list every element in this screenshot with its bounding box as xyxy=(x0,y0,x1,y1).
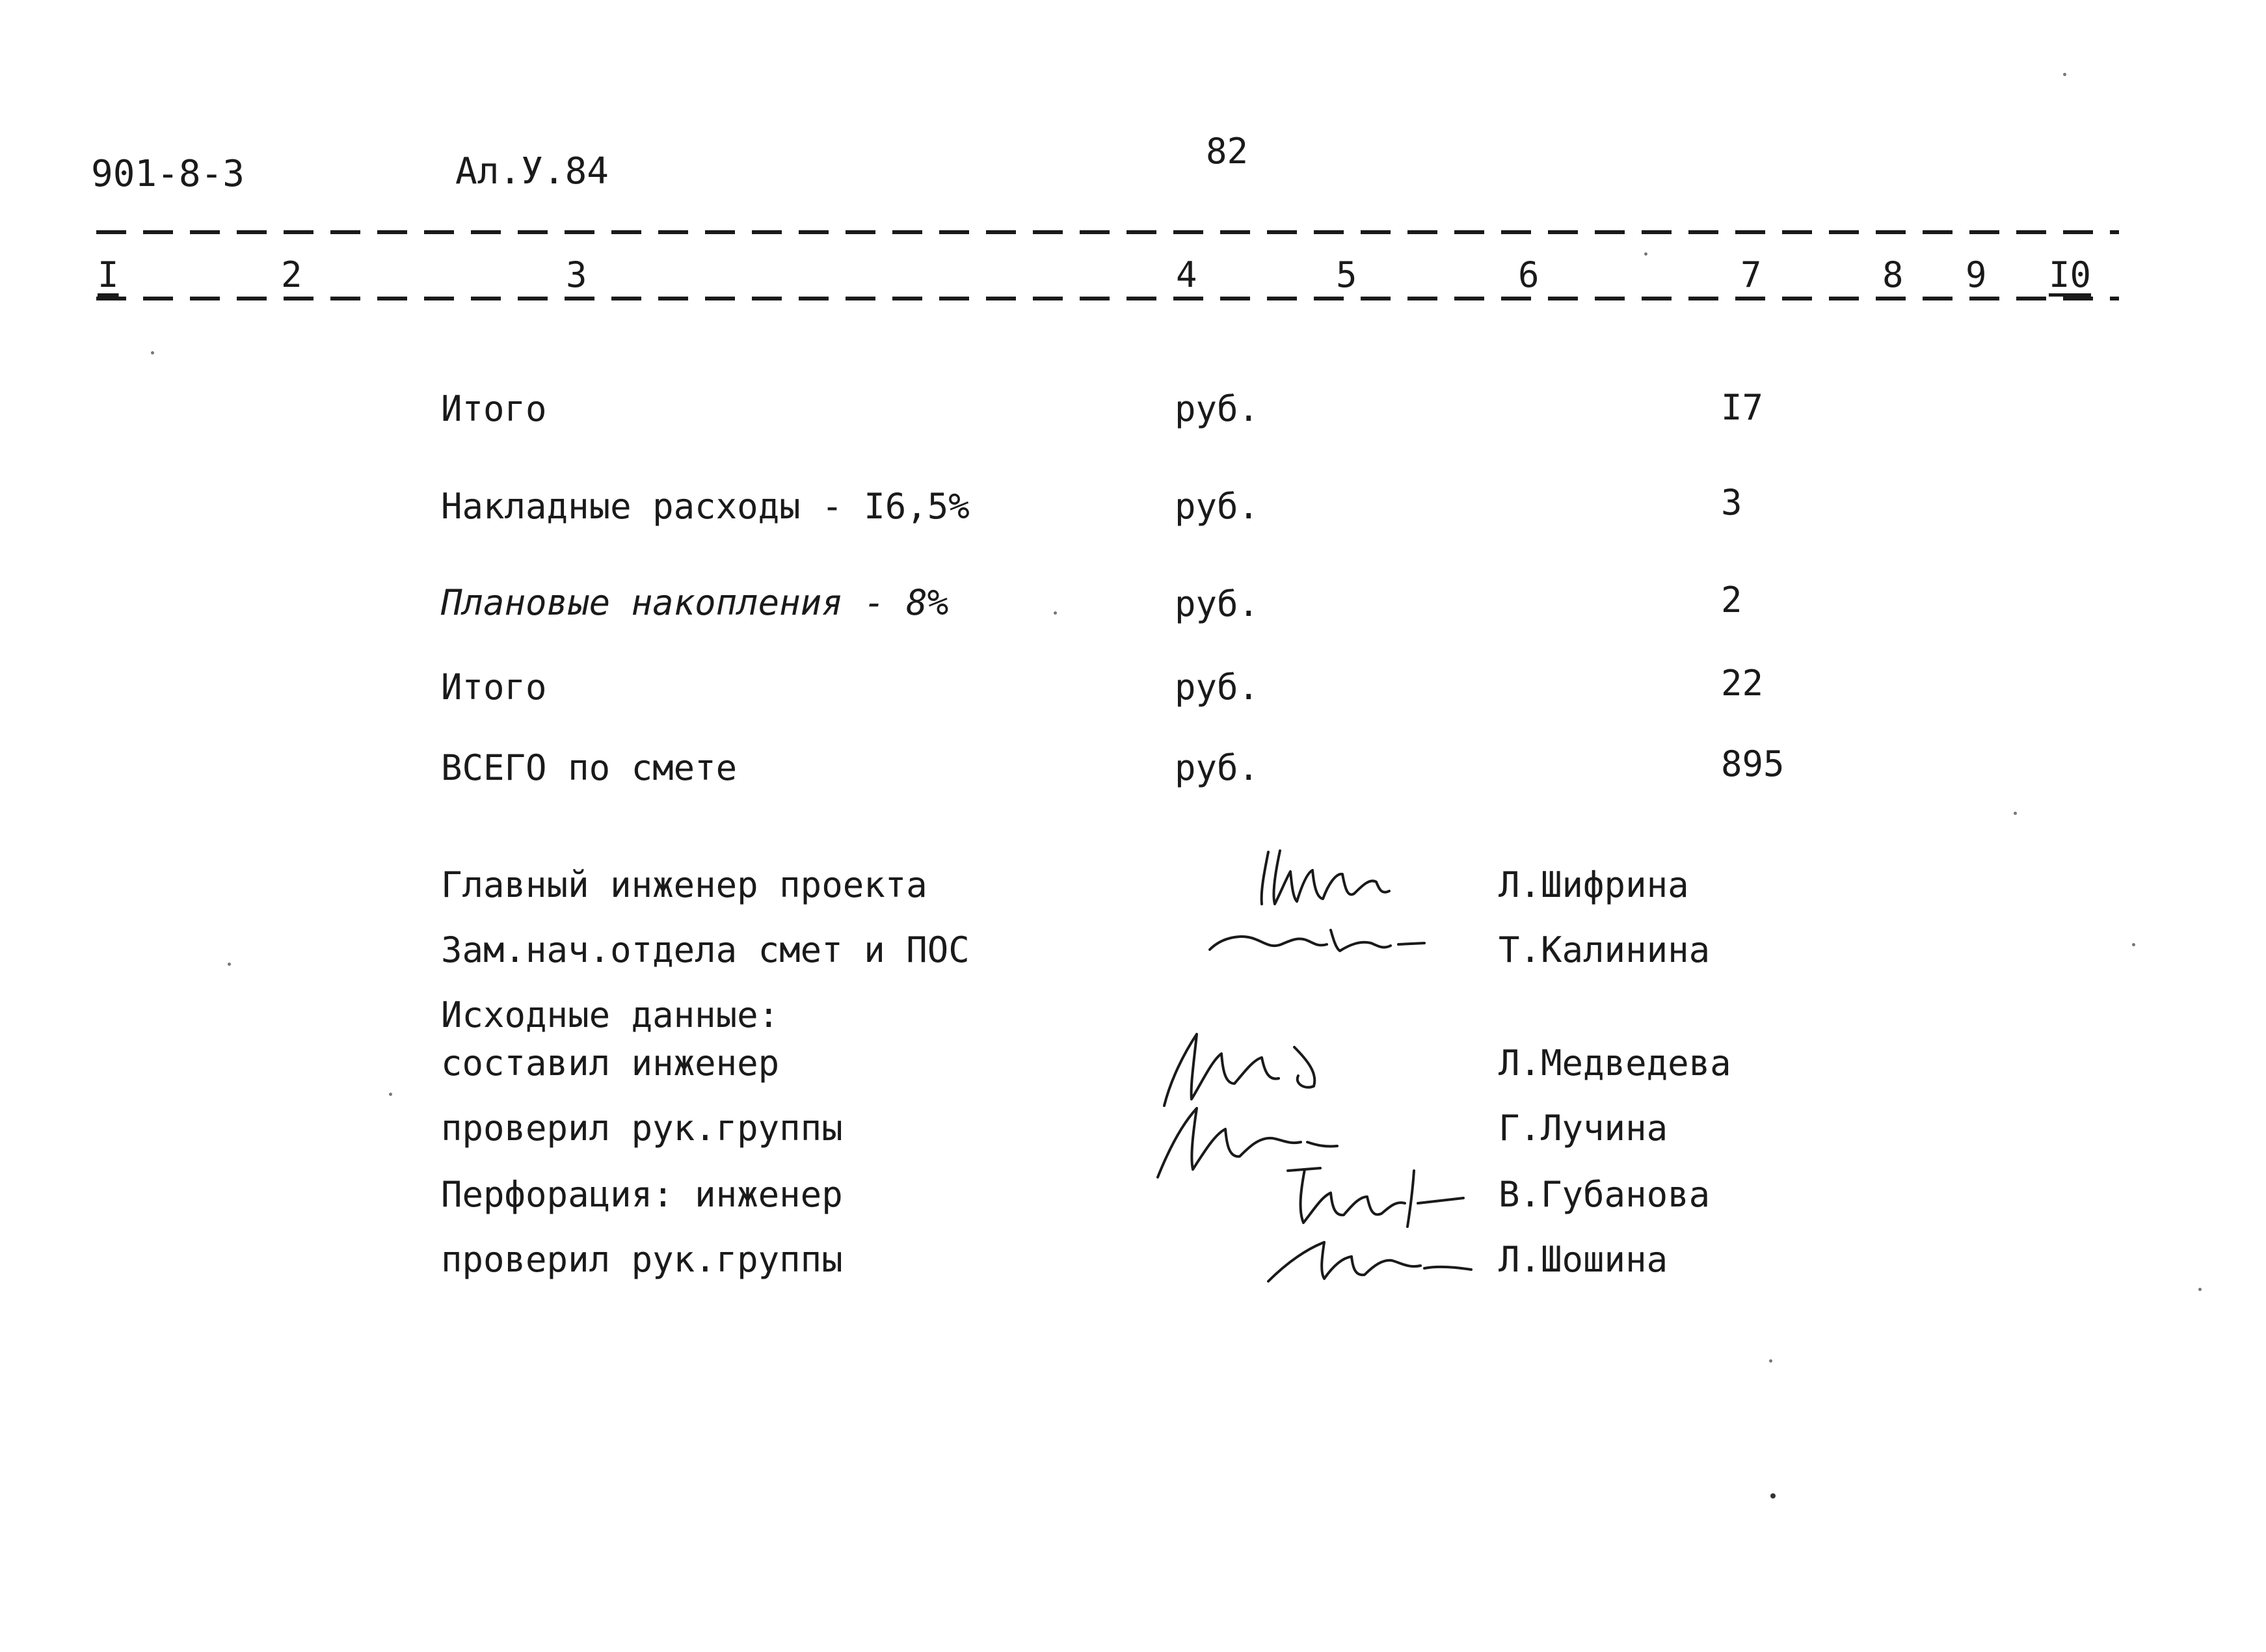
scan-speck xyxy=(1054,611,1057,615)
scan-speck xyxy=(228,963,231,966)
album-number: Ал.У.84 xyxy=(455,150,609,193)
column-number-9: 9 xyxy=(1966,254,1987,295)
column-number-8: 8 xyxy=(1882,254,1904,295)
row-value: 895 xyxy=(1721,743,1785,784)
row-value: I7 xyxy=(1721,387,1764,428)
scan-speck xyxy=(2198,1288,2202,1291)
scan-speck xyxy=(1644,252,1647,256)
scan-speck xyxy=(2014,812,2017,815)
row-value: 3 xyxy=(1721,482,1742,523)
signatory-name: В.Губанова xyxy=(1499,1174,1711,1215)
handwritten-signature xyxy=(1255,839,1398,920)
row-unit: руб. xyxy=(1175,667,1260,708)
row-unit: руб. xyxy=(1175,486,1260,527)
row-unit: руб. xyxy=(1175,747,1260,788)
row-value: 2 xyxy=(1721,580,1742,620)
column-number-10: I0 xyxy=(2049,254,2092,295)
column-header-bottom-rule xyxy=(96,297,2119,300)
handwritten-signature xyxy=(1262,1223,1476,1297)
column-number-5: 5 xyxy=(1336,254,1357,295)
scan-speck xyxy=(1769,1359,1772,1363)
column-number-2: 2 xyxy=(281,254,302,295)
handwritten-signature xyxy=(1203,911,1437,972)
signatory-name: Т.Калинина xyxy=(1499,929,1711,970)
signatory-role: Перфорация: инженер xyxy=(441,1174,843,1215)
signatory-role: проверил рук.группы xyxy=(441,1239,843,1280)
column-number-6: 6 xyxy=(1518,254,1540,295)
column-header-top-rule xyxy=(96,230,2119,234)
row-label: Плановые накопления - 8% xyxy=(441,582,949,623)
row-label: Итого xyxy=(441,388,547,429)
column-number-7: 7 xyxy=(1740,254,1762,295)
signatory-name: Л.Шифрина xyxy=(1499,864,1689,905)
row-label: ВСЕГО по смете xyxy=(441,747,738,788)
row-unit: руб. xyxy=(1175,388,1260,429)
signatory-role: Главный инженер проекта xyxy=(441,864,927,905)
row-value: 22 xyxy=(1721,663,1764,704)
row-label: Накладные расходы - I6,5% xyxy=(441,486,970,527)
scan-speck xyxy=(2063,73,2066,76)
signatory-name: Г.Лучина xyxy=(1499,1108,1668,1149)
doc-code: 901-8-3 xyxy=(91,153,245,195)
page-number: 82 xyxy=(1206,131,1249,172)
scan-speck xyxy=(2132,943,2135,946)
column-number-1: I xyxy=(98,254,119,295)
scan-speck xyxy=(151,351,154,354)
row-unit: руб. xyxy=(1175,583,1260,624)
signatory-role: составил инженер xyxy=(441,1043,780,1084)
scan-speck xyxy=(389,1093,392,1096)
signatory-role: проверил рук.группы xyxy=(441,1108,843,1149)
section-heading: Исходные данные: xyxy=(441,994,780,1035)
column-number-4: 4 xyxy=(1176,254,1197,295)
signatory-name: Л.Медведева xyxy=(1499,1043,1731,1084)
scan-speck xyxy=(1770,1493,1776,1499)
column-number-3: 3 xyxy=(566,254,587,295)
signatory-role: Зам.нач.отдела смет и ПОС xyxy=(441,929,970,970)
row-label: Итого xyxy=(441,667,547,708)
signatory-name: Л.Шошина xyxy=(1499,1239,1668,1280)
